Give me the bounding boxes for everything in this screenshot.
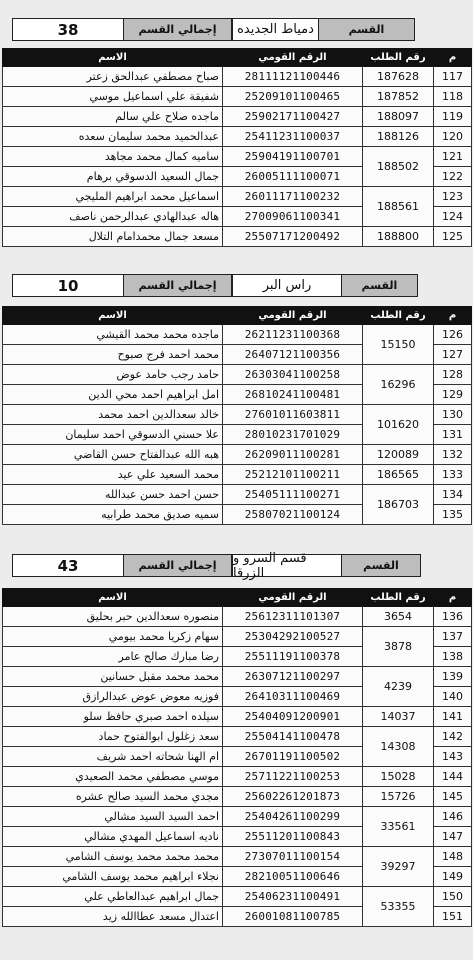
national-id-cell: 25404261100299	[223, 807, 363, 827]
division-total: 43	[12, 554, 124, 577]
serial-cell: 151	[434, 907, 472, 927]
name-cell: محمد محمد مقبل حسانين	[3, 667, 223, 687]
table-row	[3, 87, 472, 107]
serial-cell: 127	[434, 345, 472, 365]
serial-cell: 134	[434, 485, 472, 505]
col-header-name: الاسم	[3, 307, 223, 325]
national-id-cell: 26005111100071	[223, 167, 363, 187]
col-header-national-id: الرقم القومي	[223, 49, 363, 67]
serial-cell: 122	[434, 167, 472, 187]
serial-cell: 120	[434, 127, 472, 147]
division-total: 38	[12, 18, 124, 41]
name-cell: فوزيه معوض عوض عبدالرازق	[3, 687, 223, 707]
serial-cell: 145	[434, 787, 472, 807]
national-id-cell: 28111121100446	[223, 67, 363, 87]
serial-cell: 129	[434, 385, 472, 405]
name-cell: صباح مصطفي عبدالحق زعتر	[3, 67, 223, 87]
name-cell: حامد رجب حامد عوض	[3, 365, 223, 385]
request-no-cell: 3878	[363, 627, 434, 667]
serial-cell: 119	[434, 107, 472, 127]
name-cell: ماجده صلاح علي سالم	[3, 107, 223, 127]
serial-cell: 124	[434, 207, 472, 227]
division-label: القسم	[318, 18, 415, 41]
serial-cell: 146	[434, 807, 472, 827]
col-header-name: الاسم	[3, 589, 223, 607]
division-name: قسم السرو و الزرقا	[232, 554, 342, 577]
table-row	[3, 627, 472, 647]
request-no-cell: 15726	[363, 787, 434, 807]
name-cell: ماجده محمد محمد القيشي	[3, 325, 223, 345]
request-no-cell: 33561	[363, 807, 434, 847]
serial-cell: 121	[434, 147, 472, 167]
name-cell: جمال السعيد الدسوقي برهام	[3, 167, 223, 187]
table-row	[3, 707, 472, 727]
name-cell: سعد زغلول ابوالفتوح حماد	[3, 727, 223, 747]
division-label: القسم	[341, 274, 418, 297]
national-id-cell: 27601011603811	[223, 405, 363, 425]
serial-cell: 148	[434, 847, 472, 867]
table-row	[3, 325, 472, 345]
serial-cell: 135	[434, 505, 472, 525]
national-id-cell: 25209101100465	[223, 87, 363, 107]
table-row	[3, 607, 472, 627]
request-no-cell: 3654	[363, 607, 434, 627]
name-cell: مجدي محمد السيد صالح عشره	[3, 787, 223, 807]
serial-cell: 137	[434, 627, 472, 647]
national-id-cell: 26407121100356	[223, 345, 363, 365]
serial-cell: 144	[434, 767, 472, 787]
table-row	[3, 405, 472, 425]
request-no-cell: 4239	[363, 667, 434, 707]
total-label: إجمالي القسم	[123, 274, 232, 297]
table-row	[3, 887, 472, 907]
col-header-national-id: الرقم القومي	[223, 589, 363, 607]
name-cell: منصوره سعدالدين حبر بحليق	[3, 607, 223, 627]
national-id-cell: 25411231100037	[223, 127, 363, 147]
table-row	[3, 727, 472, 747]
name-cell: اعتدال مسعد عطاالله زيد	[3, 907, 223, 927]
name-cell: هبه الله عبدالفتاح حسن القاضي	[3, 445, 223, 465]
serial-cell: 142	[434, 727, 472, 747]
request-no-cell: 101620	[363, 405, 434, 445]
request-no-cell: 120089	[363, 445, 434, 465]
col-header-request-no: رقم الطلب	[363, 307, 434, 325]
national-id-cell: 25904191100701	[223, 147, 363, 167]
national-id-cell: 26209011100281	[223, 445, 363, 465]
name-cell: سميه صديق محمد طرابيه	[3, 505, 223, 525]
national-id-cell: 27009061100341	[223, 207, 363, 227]
serial-cell: 147	[434, 827, 472, 847]
table-row	[3, 807, 472, 827]
table-row	[3, 227, 472, 247]
name-cell: رضا مبارك صالح عامر	[3, 647, 223, 667]
name-cell: ساميه كمال محمد مجاهد	[3, 147, 223, 167]
request-no-cell: 53355	[363, 887, 434, 927]
table-row	[3, 107, 472, 127]
national-id-cell: 25711221100253	[223, 767, 363, 787]
national-id-cell: 26701191100502	[223, 747, 363, 767]
serial-cell: 139	[434, 667, 472, 687]
national-id-cell: 25406231100491	[223, 887, 363, 907]
serial-cell: 128	[434, 365, 472, 385]
table-row	[3, 147, 472, 167]
national-id-cell: 25212101100211	[223, 465, 363, 485]
name-cell: سهام زكريا محمد بيومي	[3, 627, 223, 647]
serial-cell: 123	[434, 187, 472, 207]
name-cell: امل ابراهيم احمد محي الدين	[3, 385, 223, 405]
table-row	[3, 187, 472, 207]
serial-cell: 133	[434, 465, 472, 485]
serial-cell: 117	[434, 67, 472, 87]
name-cell: جمال ابراهيم عبدالعاطي علي	[3, 887, 223, 907]
name-cell: سيلده احمد صبري حافظ سلو	[3, 707, 223, 727]
col-header-serial: م	[434, 589, 472, 607]
request-no-cell: 188800	[363, 227, 434, 247]
request-no-cell: 188502	[363, 147, 434, 187]
col-header-national-id: الرقم القومي	[223, 307, 363, 325]
request-no-cell: 15150	[363, 325, 434, 365]
name-cell: احمد السيد السيد مشالي	[3, 807, 223, 827]
national-id-cell: 26307121100297	[223, 667, 363, 687]
request-no-cell: 39297	[363, 847, 434, 887]
records-table	[2, 306, 472, 525]
table-row	[3, 465, 472, 485]
national-id-cell: 25602261201873	[223, 787, 363, 807]
serial-cell: 132	[434, 445, 472, 465]
serial-cell: 131	[434, 425, 472, 445]
serial-cell: 136	[434, 607, 472, 627]
name-cell: محمد احمد فرج صبوح	[3, 345, 223, 365]
section-header	[0, 552, 473, 579]
request-no-cell: 186703	[363, 485, 434, 525]
national-id-cell: 26410311100469	[223, 687, 363, 707]
col-header-name: الاسم	[3, 49, 223, 67]
division-name: دمياط الجديده	[232, 18, 319, 41]
national-id-cell: 25504141100478	[223, 727, 363, 747]
national-id-cell: 25507171200492	[223, 227, 363, 247]
table-row	[3, 67, 472, 87]
serial-cell: 141	[434, 707, 472, 727]
name-cell: نجلاء ابراهيم محمد يوسف الشامي	[3, 867, 223, 887]
name-cell: اسماعيل محمد ابراهيم المليجي	[3, 187, 223, 207]
name-cell: شفيقة علي اسماعيل موسي	[3, 87, 223, 107]
national-id-cell: 27307011100154	[223, 847, 363, 867]
name-cell: موسي مصطفي محمد الصعيدي	[3, 767, 223, 787]
name-cell: محمد محمد محمد يوسف الشامي	[3, 847, 223, 867]
section-header	[0, 272, 473, 299]
records-table	[2, 48, 472, 247]
name-cell: حسن احمد حسن عبدالله	[3, 485, 223, 505]
table-row	[3, 847, 472, 867]
serial-cell: 138	[434, 647, 472, 667]
records-table	[2, 588, 472, 927]
national-id-cell: 28210051100646	[223, 867, 363, 887]
request-no-cell: 188097	[363, 107, 434, 127]
national-id-cell: 26303041100258	[223, 365, 363, 385]
serial-cell: 125	[434, 227, 472, 247]
section-header	[0, 16, 473, 43]
serial-cell: 149	[434, 867, 472, 887]
table-row	[3, 445, 472, 465]
request-no-cell: 16296	[363, 365, 434, 405]
national-id-cell: 25511201100843	[223, 827, 363, 847]
request-no-cell: 14037	[363, 707, 434, 727]
col-header-request-no: رقم الطلب	[363, 589, 434, 607]
name-cell: ناديه اسماعيل المهدي مشالي	[3, 827, 223, 847]
national-id-cell: 25902171100427	[223, 107, 363, 127]
total-label: إجمالي القسم	[123, 554, 232, 577]
serial-cell: 126	[434, 325, 472, 345]
request-no-cell: 15028	[363, 767, 434, 787]
national-id-cell: 25405111100271	[223, 485, 363, 505]
request-no-cell: 188561	[363, 187, 434, 227]
national-id-cell: 26011171100232	[223, 187, 363, 207]
name-cell: خالد سعدالدين احمد محمد	[3, 405, 223, 425]
serial-cell: 130	[434, 405, 472, 425]
division-name: راس البر	[232, 274, 342, 297]
request-no-cell: 188126	[363, 127, 434, 147]
table-row	[3, 485, 472, 505]
national-id-cell: 26810241100481	[223, 385, 363, 405]
name-cell: علا حسني الدسوقي احمد سليمان	[3, 425, 223, 445]
national-id-cell: 25612311101307	[223, 607, 363, 627]
name-cell: محمد السعيد علي عيد	[3, 465, 223, 485]
national-id-cell: 25304292100527	[223, 627, 363, 647]
division-total: 10	[12, 274, 124, 297]
national-id-cell: 28010231701029	[223, 425, 363, 445]
national-id-cell: 26211231100368	[223, 325, 363, 345]
national-id-cell: 26001081100785	[223, 907, 363, 927]
serial-cell: 150	[434, 887, 472, 907]
table-row	[3, 767, 472, 787]
request-no-cell: 187628	[363, 67, 434, 87]
name-cell: هاله عبدالهادي عبدالرحمن ناصف	[3, 207, 223, 227]
national-id-cell: 25807021100124	[223, 505, 363, 525]
request-no-cell: 187852	[363, 87, 434, 107]
table-row	[3, 787, 472, 807]
request-no-cell: 14308	[363, 727, 434, 767]
total-label: إجمالي القسم	[123, 18, 232, 41]
national-id-cell: 25511191100378	[223, 647, 363, 667]
serial-cell: 140	[434, 687, 472, 707]
table-row	[3, 127, 472, 147]
col-header-serial: م	[434, 307, 472, 325]
request-no-cell: 186565	[363, 465, 434, 485]
name-cell: عبدالحميد محمد سليمان سعده	[3, 127, 223, 147]
name-cell: مسعد جمال محمدامام التلال	[3, 227, 223, 247]
col-header-serial: م	[434, 49, 472, 67]
name-cell: ام الهنا شحاته احمد شريف	[3, 747, 223, 767]
division-label: القسم	[341, 554, 421, 577]
serial-cell: 118	[434, 87, 472, 107]
table-row	[3, 667, 472, 687]
national-id-cell: 25404091200901	[223, 707, 363, 727]
table-row	[3, 365, 472, 385]
col-header-request-no: رقم الطلب	[363, 49, 434, 67]
serial-cell: 143	[434, 747, 472, 767]
